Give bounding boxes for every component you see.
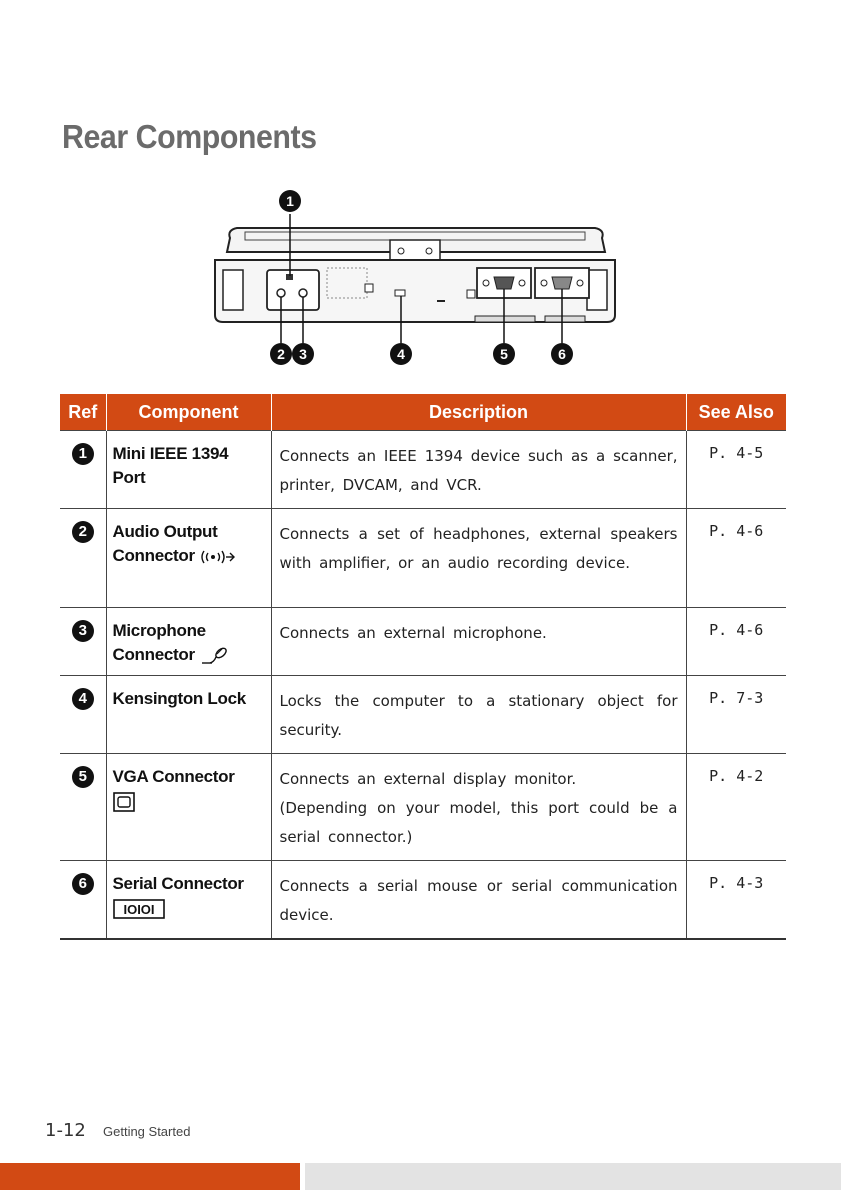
ref-cell <box>60 431 106 509</box>
component-name: Port <box>112 468 146 487</box>
callout-3 <box>292 343 314 365</box>
ref-cell <box>60 509 106 608</box>
component-name: Mini IEEE 1394 <box>112 444 229 463</box>
footer-section-label: Getting Started <box>103 1124 191 1139</box>
component-name: Connector <box>112 546 195 565</box>
table-row <box>60 608 786 676</box>
table-row <box>60 754 786 861</box>
description-text: Connects a serial mouse or serial communication device. <box>279 877 678 924</box>
header-ref: Ref <box>60 394 106 431</box>
component-name: VGA Connector <box>112 767 235 786</box>
description-cell <box>271 509 686 608</box>
headphone-output-icon <box>200 547 236 567</box>
callout-1 <box>279 190 301 212</box>
see-also-cell: P. 4-6 <box>686 608 786 676</box>
ref-number: 6 <box>72 873 94 895</box>
callout-2 <box>270 343 292 365</box>
component-name: Microphone <box>112 621 206 640</box>
description-note: (Depending on your model, this port could be a serial connector.) <box>279 799 678 846</box>
laptop-rear-diagram <box>205 180 625 375</box>
description-text: Connects an external display monitor. <box>279 770 577 788</box>
callout-4 <box>390 343 412 365</box>
components-table <box>60 394 786 940</box>
table-row <box>60 676 786 754</box>
svg-text:4: 4 <box>397 346 405 362</box>
component-name: Connector <box>112 645 195 664</box>
svg-text:1: 1 <box>286 193 294 209</box>
description-text: Connects a set of headphones, external speakers with amplifier, or an audio recording device. <box>279 525 678 572</box>
page-title: Rear Components <box>62 118 317 155</box>
callout-5 <box>493 343 515 365</box>
description-cell <box>271 608 686 676</box>
ref-number: 2 <box>72 521 94 543</box>
serial-port-icon <box>113 899 165 919</box>
svg-text:3: 3 <box>299 346 307 362</box>
see-also-cell: P. 4-2 <box>686 754 786 861</box>
ref-cell <box>60 608 106 676</box>
footer-gray-bar <box>305 1163 841 1190</box>
footer-accent-bar <box>0 1163 300 1190</box>
table-header-row <box>60 394 786 431</box>
header-description: Description <box>271 394 686 431</box>
ref-cell <box>60 676 106 754</box>
see-also-cell: P. 4-6 <box>686 509 786 608</box>
svg-text:IOIOI: IOIOI <box>122 902 155 917</box>
ref-number: 3 <box>72 620 94 642</box>
svg-text:6: 6 <box>558 346 566 362</box>
description-text: Connects an IEEE 1394 device such as a scanner, printer, DVCAM, and VCR. <box>279 447 678 494</box>
header-component: Component <box>106 394 271 431</box>
ref-number: 4 <box>72 688 94 710</box>
component-cell <box>106 608 271 676</box>
ref-number: 5 <box>72 766 94 788</box>
header-see-also: See Also <box>686 394 786 431</box>
component-cell <box>106 754 271 861</box>
table-row <box>60 509 786 608</box>
svg-text:2: 2 <box>277 346 285 362</box>
table-row <box>60 431 786 509</box>
description-text: Connects an external microphone. <box>279 624 547 642</box>
svg-text:5: 5 <box>500 346 508 362</box>
monitor-icon <box>113 792 135 812</box>
component-cell <box>106 676 271 754</box>
see-also-cell: P. 4-5 <box>686 431 786 509</box>
component-name: Kensington Lock <box>112 689 246 708</box>
component-cell <box>106 431 271 509</box>
see-also-cell: P. 7-3 <box>686 676 786 754</box>
description-cell <box>271 676 686 754</box>
table-row <box>60 861 786 940</box>
ref-cell <box>60 861 106 940</box>
ref-cell <box>60 754 106 861</box>
component-cell <box>106 861 271 940</box>
description-cell <box>271 431 686 509</box>
callout-6 <box>551 343 573 365</box>
page-number: 1-12 <box>45 1120 86 1141</box>
description-text: Locks the computer to a stationary object for security. <box>279 692 678 739</box>
component-name: Serial Connector <box>112 874 244 893</box>
ref-number: 1 <box>72 443 94 465</box>
microphone-icon <box>200 646 230 666</box>
component-name: Audio Output <box>112 522 218 541</box>
component-cell <box>106 509 271 608</box>
description-cell <box>271 754 686 861</box>
see-also-cell: P. 4-3 <box>686 861 786 940</box>
description-cell <box>271 861 686 940</box>
